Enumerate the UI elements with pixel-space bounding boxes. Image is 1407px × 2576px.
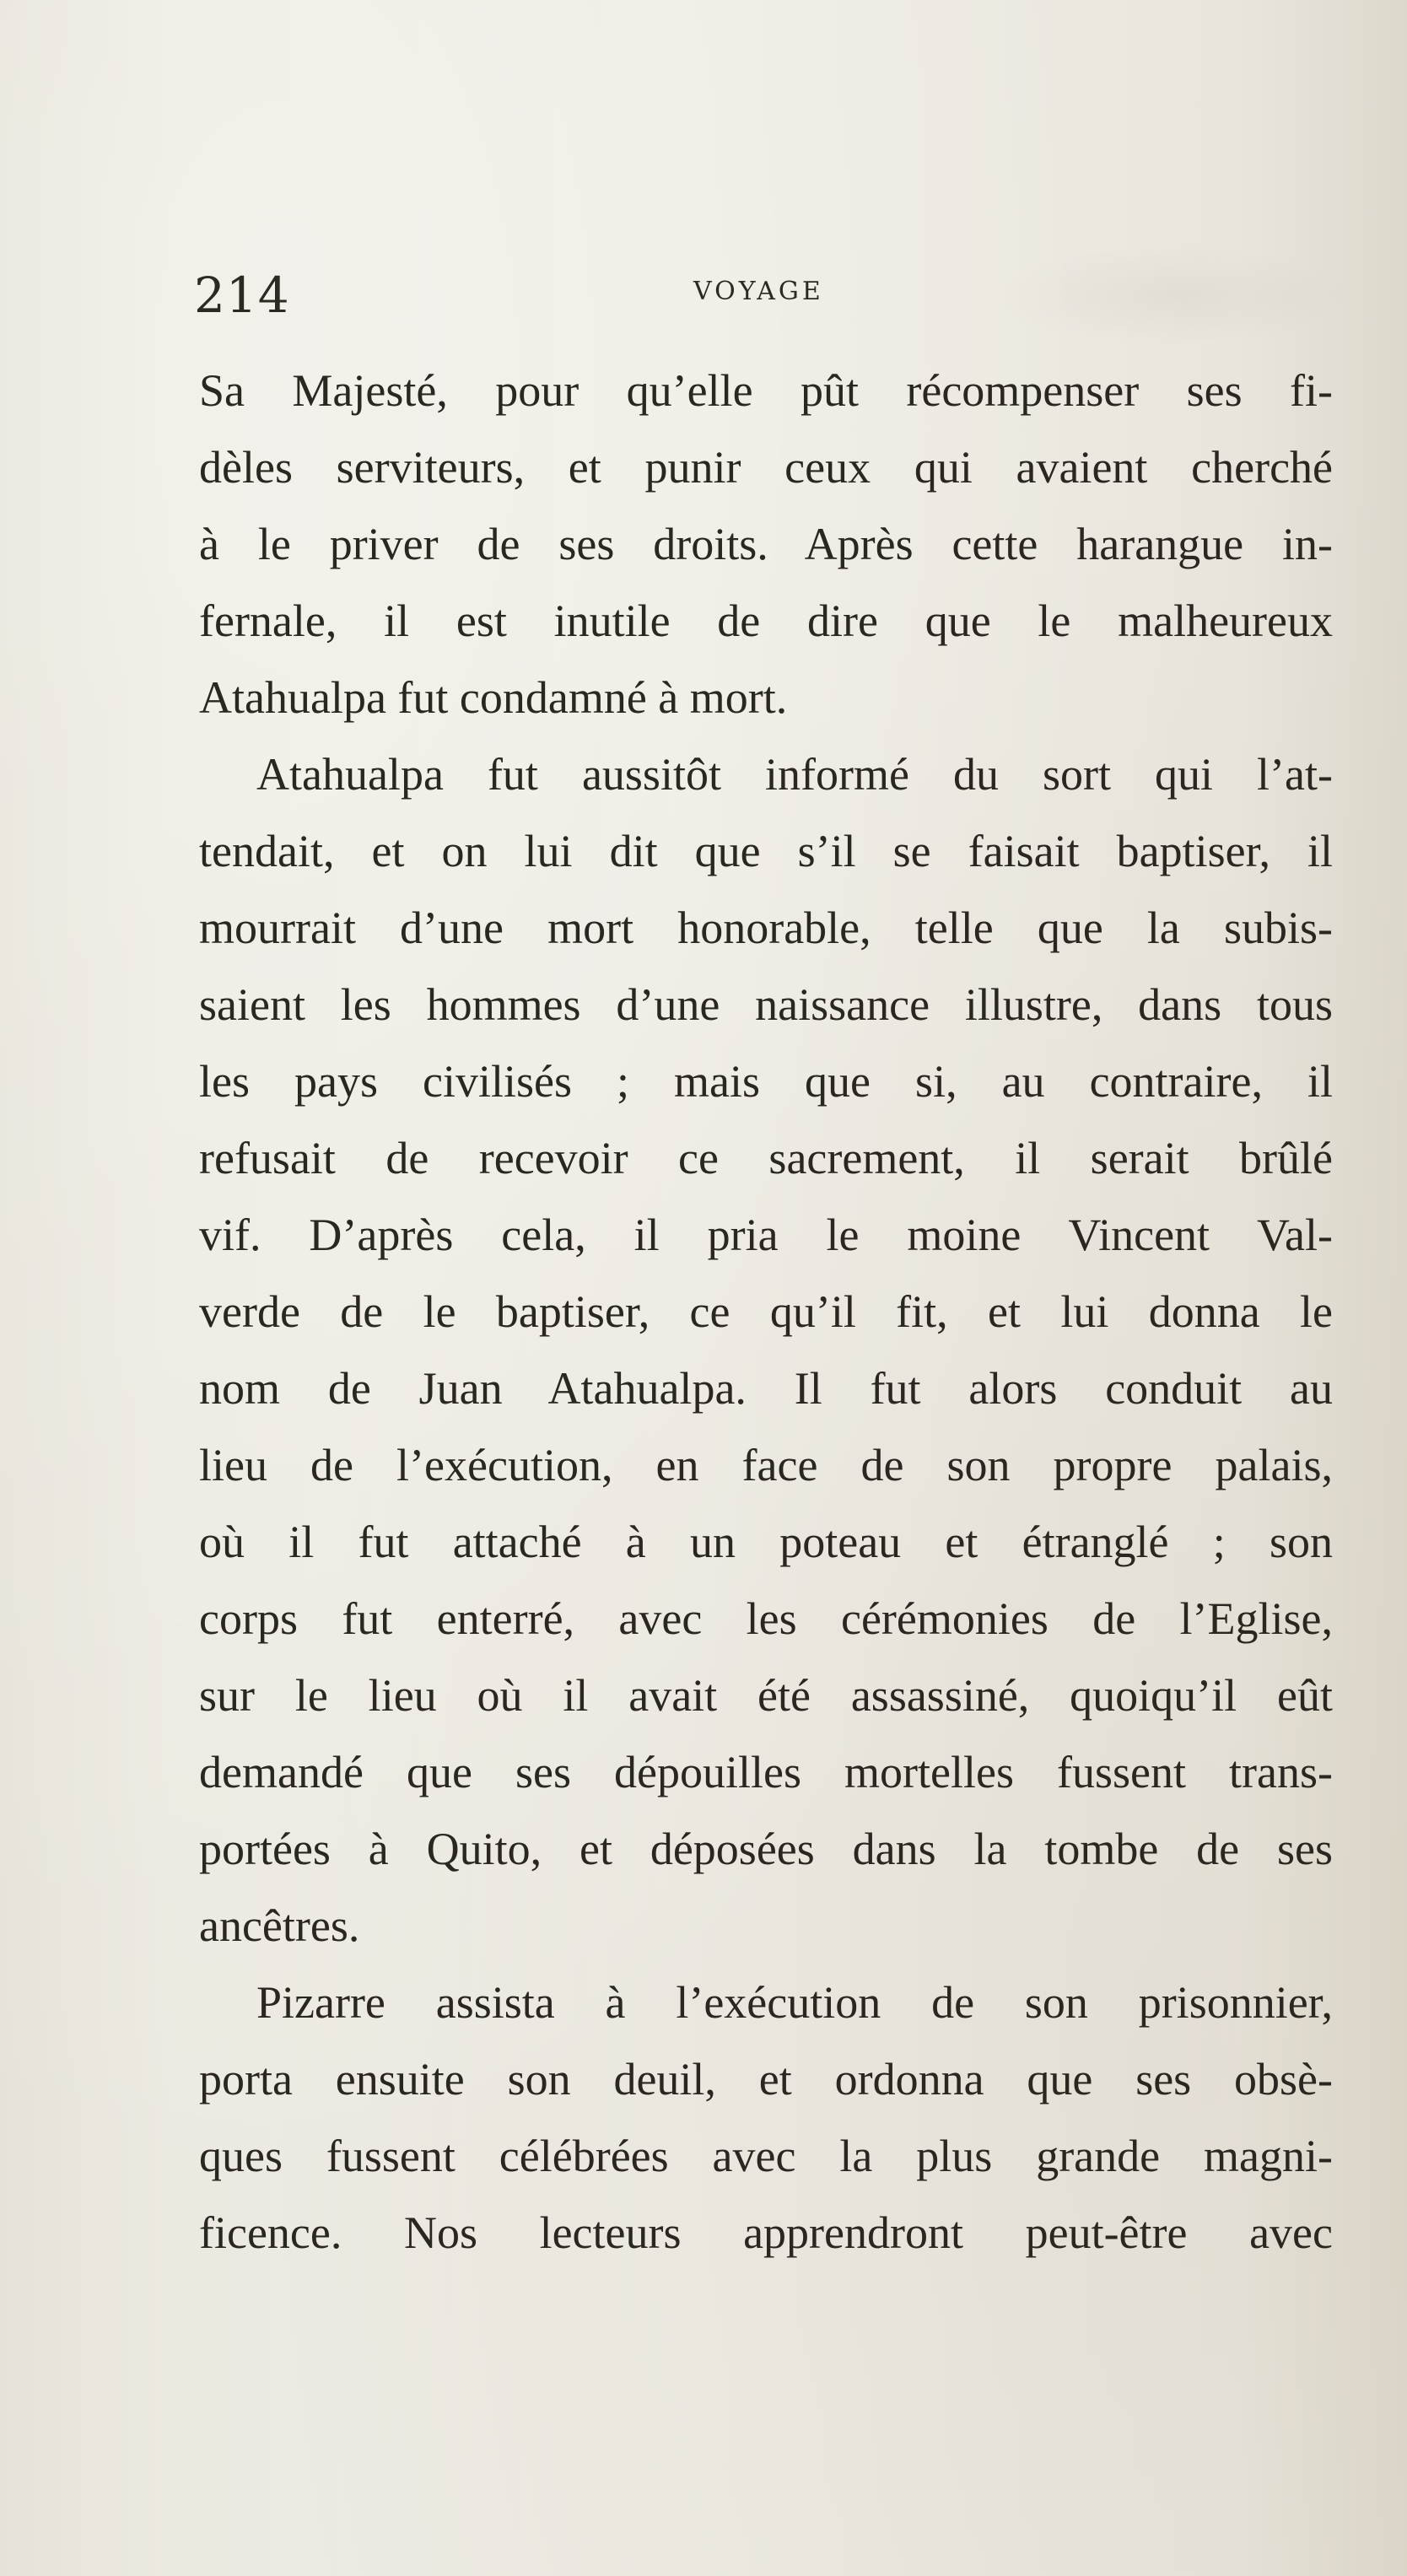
body-text [199, 353, 1333, 2272]
text-line: demandé que ses dépouilles mortelles fussent trans- [199, 1747, 1333, 1797]
text-line: fernale, il est inutile de dire que le malheureux [199, 595, 1333, 646]
text-line: à le priver de ses droits. Après cette harangue in- [199, 519, 1333, 569]
text-line: mourrait d’une mort honorable, telle que la subis- [199, 903, 1333, 953]
text-line: refusait de recevoir ce sacrement, il serait brûlé [199, 1133, 1333, 1183]
page-number: 214 [194, 267, 290, 324]
text-line: où il fut attaché à un poteau et étranglé ; son [199, 1517, 1333, 1567]
text-line: portées à Quito, et déposées dans la tombe de ses [199, 1824, 1333, 1874]
text-line: lieu de l’exécution, en face de son propre palais, [199, 1440, 1333, 1490]
text-line: ancêtres. [199, 1900, 360, 1951]
text-line: les pays civilisés ; mais que si, au contraire, il [199, 1056, 1333, 1107]
text-line: verde de le baptiser, ce qu’il fit, et lui donna le [199, 1286, 1333, 1337]
text-line: saient les hommes d’une naissance illustre, dans tous [199, 979, 1333, 1030]
text-line: Sa Majesté, pour qu’elle pût récompenser ses fi- [199, 365, 1333, 416]
text-line: tendait, et on lui dit que s’il se faisait baptiser, il [199, 826, 1333, 876]
text-line: nom de Juan Atahualpa. Il fut alors conduit au [199, 1363, 1333, 1414]
text-line: corps fut enterré, avec les cérémonies de l’Eglise, [199, 1593, 1333, 1644]
text-line: sur le lieu où il avait été assassiné, quoiqu’il eût [199, 1670, 1333, 1721]
text-line: ficence. Nos lecteurs apprendront peut-être avec [199, 2207, 1333, 2258]
text-line: Pizarre assista à l’exécution de son prisonnier, [256, 1977, 1333, 2028]
text-line: porta ensuite son deuil, et ordonna que ses obsè- [199, 2054, 1333, 2104]
text-line: vif. D’après cela, il pria le moine Vincent Val- [199, 1210, 1333, 1260]
text-line: dèles serviteurs, et punir ceux qui avaient cherché [199, 442, 1333, 493]
running-head [0, 267, 1407, 324]
text-line: Atahualpa fut condamné à mort. [199, 672, 788, 723]
text-line: Atahualpa fut aussitôt informé du sort qui l’at- [256, 749, 1333, 800]
text-line: ques fussent célébrées avec la plus grande magni- [199, 2131, 1333, 2181]
running-title: VOYAGE [693, 277, 824, 306]
